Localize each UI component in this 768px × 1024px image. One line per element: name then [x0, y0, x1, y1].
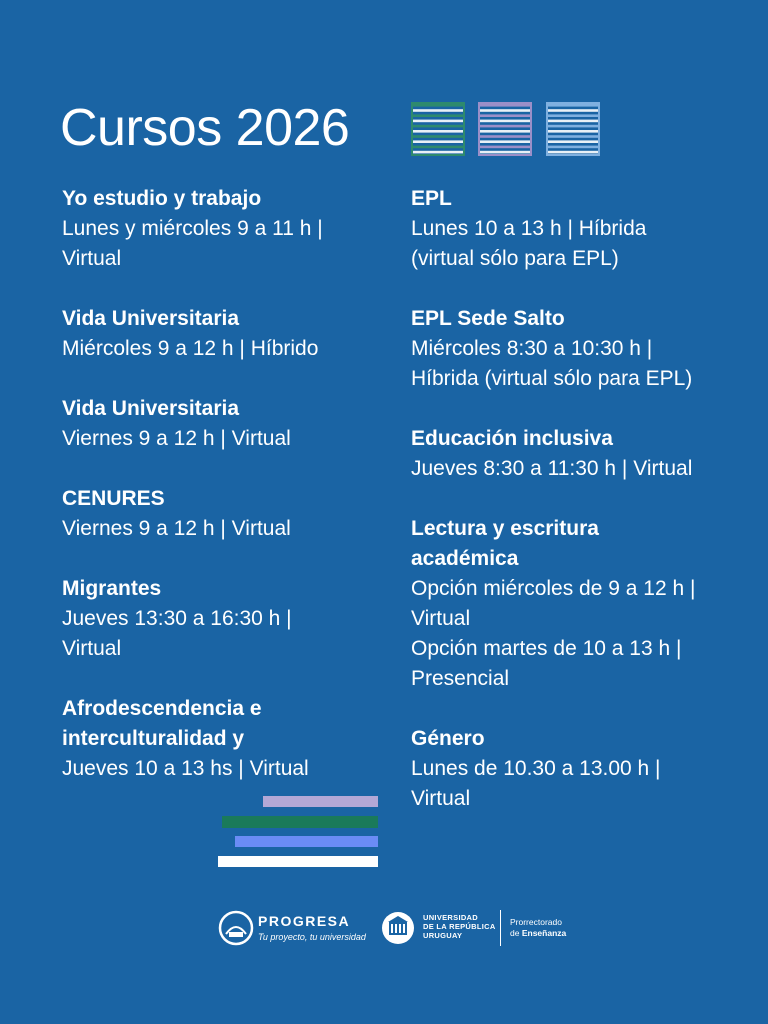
prorrectorado-bold: Enseñanza: [521, 928, 567, 938]
course-item: [411, 514, 751, 694]
course-title: CENURES: [62, 487, 165, 510]
course-schedule: Miércoles 9 a 12 h | Híbrido: [62, 337, 319, 360]
course-schedule: Opción miércoles de 9 a 12 h |: [411, 577, 696, 600]
udelar-name: [423, 913, 496, 940]
course-title: Educación inclusiva: [411, 427, 613, 450]
course-schedule: Presencial: [411, 667, 510, 690]
course-schedule: Virtual: [411, 607, 471, 630]
course-schedule: Jueves 10 a 13 hs | Virtual: [62, 757, 309, 780]
footer-divider: [500, 910, 501, 946]
right-course-column: [411, 184, 751, 844]
stripe-blue: [235, 836, 378, 847]
course-schedule: Virtual: [411, 787, 471, 810]
horizontal-stripes-decoration: [215, 792, 380, 870]
green-striped-square: [412, 103, 464, 155]
course-item: [62, 394, 402, 454]
prorrectorado-label: [510, 917, 566, 939]
course-title: Vida Universitaria: [62, 307, 240, 330]
progresa-logo-icon: [218, 908, 254, 948]
course-item: [411, 424, 751, 484]
course-item: [62, 184, 402, 274]
progresa-name: PROGRESA: [258, 913, 351, 929]
course-schedule: Opción martes de 10 a 13 h |: [411, 637, 682, 660]
stripe-white: [218, 856, 378, 867]
course-title: Vida Universitaria: [62, 397, 240, 420]
course-schedule: Viernes 9 a 12 h | Virtual: [62, 517, 291, 540]
stripe-green: [222, 816, 378, 828]
course-title: Yo estudio y trabajo: [62, 187, 262, 210]
course-item: [411, 724, 751, 814]
course-title: EPL: [411, 187, 452, 210]
course-item: [62, 484, 402, 544]
course-schedule: Jueves 8:30 a 11:30 h | Virtual: [411, 457, 693, 480]
course-title: Migrantes: [62, 577, 162, 600]
course-schedule: (virtual sólo para EPL): [411, 247, 619, 270]
course-title: interculturalidad y: [62, 727, 245, 750]
course-schedule: Virtual: [62, 637, 122, 660]
blue-striped-square: [547, 103, 599, 155]
prorrectorado-line-2: [510, 928, 566, 939]
course-item: [62, 574, 402, 664]
page-title: Cursos 2026: [60, 99, 350, 157]
course-title: Género: [411, 727, 485, 750]
stripe-lavender: [263, 796, 378, 807]
course-item: [411, 184, 751, 274]
course-item: [62, 694, 402, 784]
udelar-line-1: UNIVERSIDAD: [423, 913, 478, 922]
course-title: Afrodescendencia e: [62, 697, 262, 720]
course-item: [62, 304, 402, 364]
udelar-line-3: URUGUAY: [423, 931, 463, 940]
prorrectorado-line-1: Prorrectorado: [510, 917, 562, 927]
purple-striped-square: [479, 103, 531, 155]
course-schedule: Jueves 13:30 a 16:30 h |: [62, 607, 292, 630]
course-title: académica: [411, 547, 519, 570]
course-schedule: Viernes 9 a 12 h | Virtual: [62, 427, 291, 450]
course-schedule: Lunes de 10.30 a 13.00 h |: [411, 757, 661, 780]
left-course-column: [62, 184, 402, 814]
prorrectorado-prefix: de: [510, 928, 520, 938]
course-schedule: Lunes y miércoles 9 a 11 h |: [62, 217, 323, 240]
course-schedule: Híbrida (virtual sólo para EPL): [411, 367, 693, 390]
striped-squares-decoration: [411, 102, 601, 156]
course-title: EPL Sede Salto: [411, 307, 565, 330]
course-schedule: Virtual: [62, 247, 122, 270]
udelar-seal-icon: [380, 908, 416, 948]
course-schedule: Miércoles 8:30 a 10:30 h |: [411, 337, 653, 360]
progresa-tagline: Tu proyecto, tu universidad: [258, 932, 366, 942]
course-title: Lectura y escritura: [411, 517, 599, 540]
course-schedule: Lunes 10 a 13 h | Híbrida: [411, 217, 647, 240]
udelar-line-2: DE LA REPÚBLICA: [423, 922, 496, 931]
course-item: [411, 304, 751, 394]
